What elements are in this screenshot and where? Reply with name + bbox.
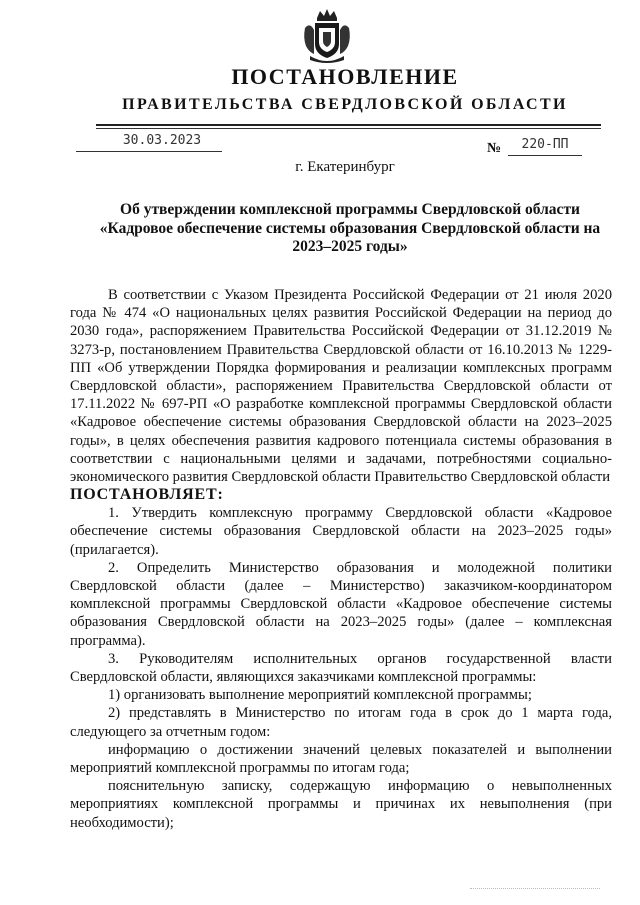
preamble-paragraph: В соответствии с Указом Президента Российской Федерации от 21 июля 2020 года № 474 «О национальных целях развития Российской Федерации на период до 2030 года», распоряжением Правительства Российской Федерации от 31.12.2019 № 3273-р, постановлением Правительства Свердловской области от 16.10.2013 № 1229-ПП «Об утверждении Порядка формирования и реализации комплексных программ Свердловской области», распоряжением Правительства Свердловской области от 17.11.2022 № 697-РП «О разработке комплексной программы Свердловской области «Кадровое обеспечение системы образования Свердловской области на 2023–2025 годы», в целях обеспечения развития кадрового потенциала системы образования в соответствии с национальными целями и задачами, потребностями социально-экономического развития Свердловской области Правительство Свердловской области	[70, 287, 612, 486]
subitem-2: 2) представлять в Министерство по итогам года в срок до 1 марта года, следующего за отчетным годом:	[70, 705, 612, 740]
number-sign: №	[487, 141, 502, 156]
decree-word: ПОСТАНОВЛЯЕТ:	[70, 486, 224, 504]
date-underline	[76, 151, 222, 152]
paragraph-item-2: 2. Определить Министерство образования и молодежной политики Свердловской области (далее – Министерство) заказчиком-координатором комплексной программы Свердловской области «Кадровое обеспечение системы образования Свердловской области на 2023–2025 годы» (далее – комплексная программа).	[70, 559, 612, 649]
paragraph-item-1: 1. Утвердить комплексную программу Свердловской области «Кадровое обеспечение системы образования Свердловской области на 2023–2025 годы» (прилагается).	[70, 505, 612, 558]
header-divider-thin	[96, 128, 601, 129]
number-underline	[508, 155, 582, 156]
document-body	[70, 286, 612, 832]
coat-of-arms-icon	[302, 8, 352, 64]
scan-artifact	[470, 888, 600, 892]
document-number: 220-ПП	[521, 137, 569, 152]
document-date: 30.03.2023	[122, 133, 202, 148]
subitem-1: 1) организовать выполнение мероприятий комплексной программы;	[108, 687, 532, 704]
subitem-2-note: пояснительную записку, содержащую информацию о невыполненных мероприятиях комплексной программы и причинах их невыполнения (при необходимости);	[70, 778, 612, 831]
document-title: Об утверждении комплексной программы Свердловской области «Кадровое обеспечение системы образования Свердловской области на 2023–2025 годы»	[99, 201, 601, 255]
city: г. Екатеринбург	[295, 159, 395, 175]
paragraph-item-3: 3. Руководителям исполнительных органов государственной власти Свердловской области, являющихся заказчиками комплексной программы:	[70, 650, 612, 686]
issuing-authority: ПРАВИТЕЛЬСТВА СВЕРДЛОВСКОЙ ОБЛАСТИ	[122, 96, 568, 113]
subitem-2-info: информацию о достижении значений целевых показателей и выполнении мероприятий комплексной программы по итогам года;	[70, 741, 612, 777]
document-type-title: ПОСТАНОВЛЕНИЕ	[231, 64, 459, 89]
header-divider	[96, 124, 601, 126]
